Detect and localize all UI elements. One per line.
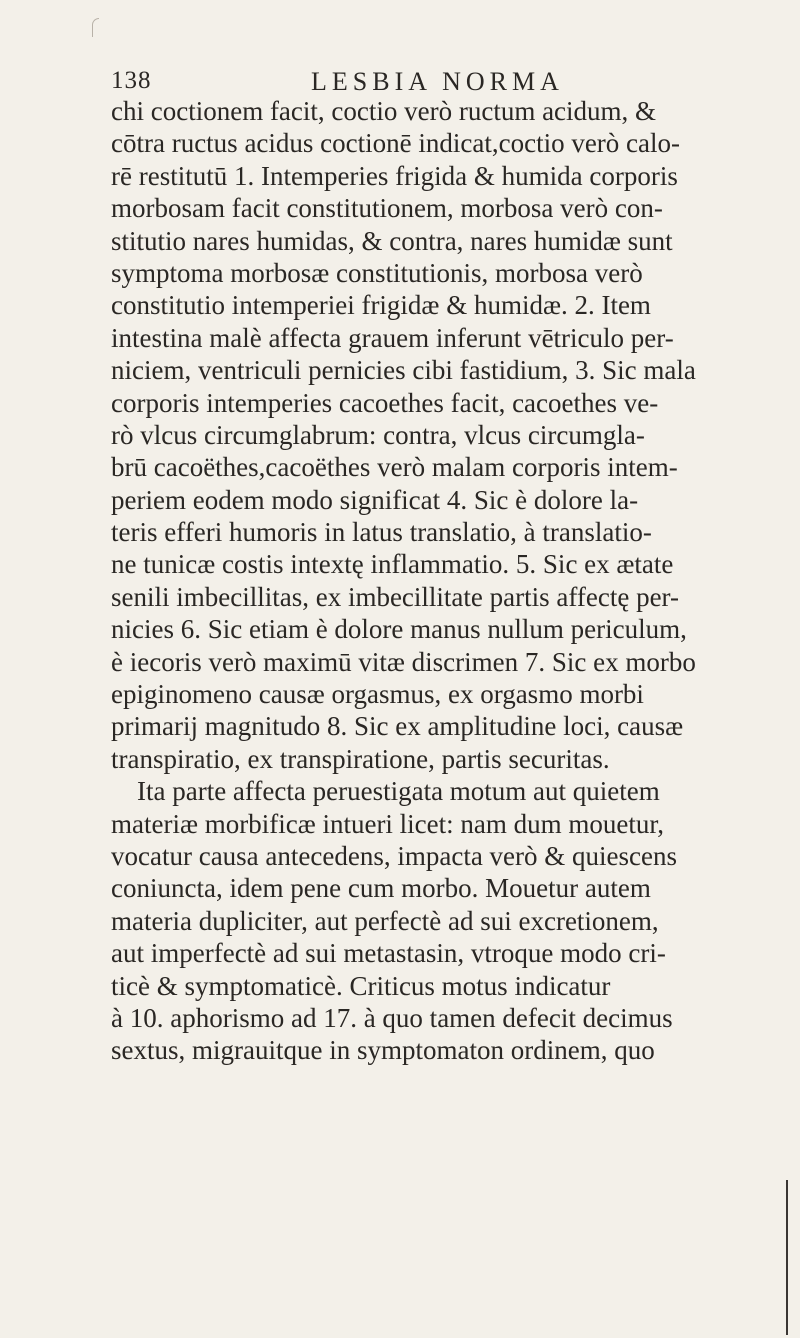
text-line: sextus, migrauitque in symptomaton ordinem, quo xyxy=(111,1035,655,1066)
text-line: aut imperfectè ad sui metastasin, vtroque modo cri- xyxy=(111,938,666,969)
running-title: LESBIA NORMA xyxy=(311,67,564,96)
text-line: coniuncta, idem pene cum morbo. Mouetur autem xyxy=(111,873,651,904)
text-line: intestina malè affecta grauem inferunt vētriculo per- xyxy=(111,322,674,353)
text-line: cōtra ructus acidus coctionē indicat,coctio verò calo- xyxy=(111,128,681,159)
page-header xyxy=(111,63,671,96)
text-line: niciem, ventriculi pernicies cibi fastidium, 3. Sic mala xyxy=(111,355,696,386)
text-line: teris efferi humoris in latus translatio, à translatio- xyxy=(111,517,652,548)
text-line: ticè & symptomaticè. Criticus motus indicatur xyxy=(111,970,611,1001)
text-line: constitutio intemperiei frigidæ & humidæ. 2. Item xyxy=(111,290,651,321)
text-line: corporis intemperies cacoethes facit, cacoethes ve- xyxy=(111,387,659,418)
text-line: nicies 6. Sic etiam è dolore manus nullum periculum, xyxy=(111,614,687,645)
text-line: rē restitutū 1. Intemperies frigida & humida corporis xyxy=(111,160,678,191)
text-line: primarij magnitudo 8. Sic ex amplitudine loci, causæ xyxy=(111,711,684,742)
text-line: senili imbecillitas, ex imbecillitate partis affectę per- xyxy=(111,581,679,612)
text-line: Ita parte affecta peruestigata motum aut quietem xyxy=(137,776,660,807)
margin-rule xyxy=(776,1180,788,1335)
text-line: chi coctionem facit, coctio verò ructum acidum, & xyxy=(111,96,657,126)
text-line: symptoma morbosæ constitutionis, morbosa verò xyxy=(111,257,643,288)
text-line: è iecoris verò maximū vitæ discrimen 7. Sic ex morbo xyxy=(111,646,696,677)
text-line: à 10. aphorismo ad 17. à quo tamen defecit decimus xyxy=(111,1002,673,1033)
text-line: stitutio nares humidas, & contra, nares humidæ sunt xyxy=(111,225,673,256)
text-line: brū cacoëthes,cacoëthes verò malam corporis intem- xyxy=(111,452,678,483)
text-line: transpiratio, ex transpiratione, partis securitas. xyxy=(111,743,610,774)
margin-mark xyxy=(92,18,99,37)
text-line: epiginomeno causæ orgasmus, ex orgasmo morbi xyxy=(111,679,644,710)
text-line: periem eodem modo significat 4. Sic è dolore la- xyxy=(111,484,639,515)
text-line: rò vlcus circumglabrum: contra, vlcus circumgla- xyxy=(111,419,645,450)
text-block xyxy=(111,95,781,1067)
text-line: vocatur causa antecedens, impacta verò & quiescens xyxy=(111,840,677,871)
text-line: materia dupliciter, aut perfectè ad sui excretionem, xyxy=(111,905,659,936)
page-number: 138 xyxy=(111,67,152,94)
text-line: materiæ morbificæ intueri licet: nam dum mouetur, xyxy=(111,808,665,839)
text-line: ne tunicæ costis intextę inflammatio. 5. Sic ex ætate xyxy=(111,549,674,580)
text-line: morbosam facit constitutionem, morbosa verò con- xyxy=(111,193,663,224)
